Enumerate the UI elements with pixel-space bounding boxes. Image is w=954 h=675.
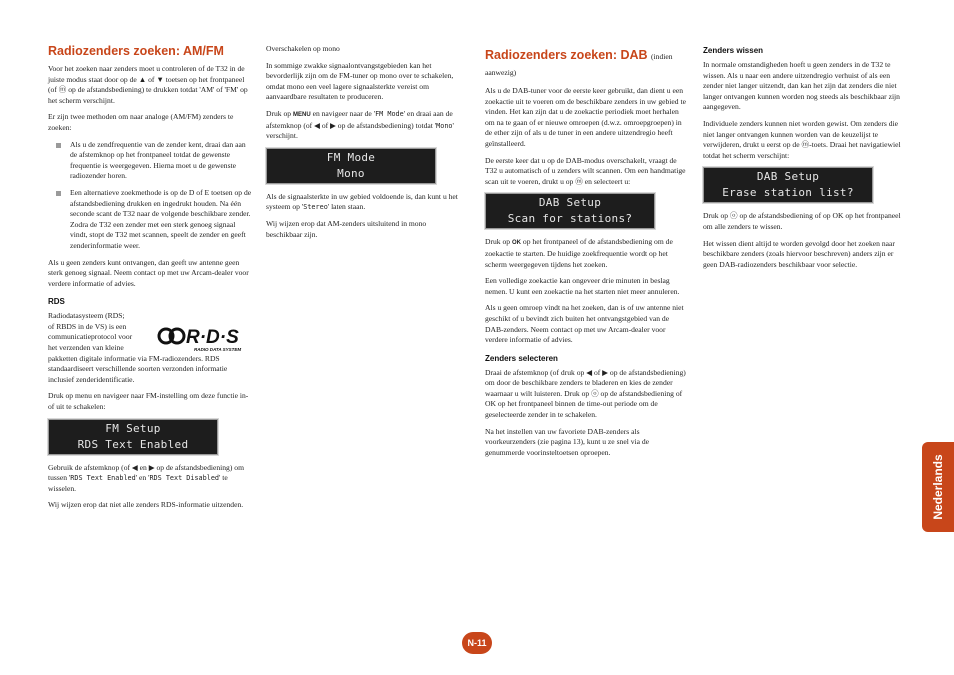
erase-paragraph: In normale omstandigheden hoeft u geen zenders in de T32 te wissen. Als u naar een andere uitzendregio verhuist of als een zender niet langer uitzendt, dan kan het zijn dat zenders die niet langer ontvangen kunnen worden nog steeds als beschikbaar zijn aangegeven. [703, 60, 900, 112]
dab-paragraph: Als u de DAB-tuner voor de eerste keer gebruikt, dan dient u een zoekactie uit te voeren om de beschikbare zenders in uw gebied te vinden. Het kan zijn dat u de zoekactie periodiek moet herhalen om na te gaan of er nieuwe omroepen (d.w.z. omroepgroepen) in de ether zijn of als u de tuner in een andere uitzendregio heeft geïnstalleerd. [485, 86, 686, 148]
title-note: (indien aanwezig) [485, 52, 673, 77]
lcd-line: DAB Setup [756, 170, 820, 184]
intro-paragraph: Voor het zoeken naar zenders moet u controleren of de T32 in de juiste modus staat door op de ▲ of ▼ toetsen op het frontpaneel (of ⓜ op de afstandsbediening) te drukken totdat 'AM' of 'FM' op het scherm verschijnt. [48, 64, 248, 105]
ok-key-label: OK [512, 240, 521, 247]
rds-line: of RBDS in de VS) is een [48, 321, 127, 331]
rds-line: het verzenden van kleine [48, 343, 124, 353]
page-number: N-11 [462, 632, 492, 654]
dab-paragraph [485, 237, 687, 270]
text-fragment: ' verschijnt. [266, 120, 454, 141]
lcd-line: RDS Text Enabled [77, 437, 189, 451]
text-fragment: Gebruik de afstemknop (of ◀ en ▶ op de afstandsbediening) om tussen ' [48, 462, 244, 483]
text-fragment: ' en draai aan de afstemknop (of ◀ of ▶ op de afstandsbediening) totdat ' [266, 108, 453, 130]
bullet-item: Als u de zendfrequentie van de zender kent, draai dan aan de afstemknop op het frontpaneel totdat de gewenste frequentie is weergegeven. Hierna moet u de gewenste radiozender horen. [48, 140, 252, 182]
mono-fragment: RDS Text Enabled [70, 474, 136, 483]
lcd-line: Scan for stations? [507, 212, 633, 226]
column-dab [485, 48, 687, 464]
erase-paragraph: Druk op ⓞ op de afstandsbediening of op OK op het frontpaneel om alle zenders te wissen. [703, 211, 901, 231]
am-mono-paragraph: Wij wijzen erop dat AM-zenders uitsluitend in mono beschikbaar zijn. [266, 218, 427, 239]
lcd-display-rds [48, 419, 218, 455]
language-tab [922, 442, 954, 532]
column-mono [266, 44, 462, 246]
text-fragment: Als de signaalsterkte in uw gebied voldoende is, dan kunt u het systeem op ' [266, 191, 458, 212]
dab-paragraph: Een volledige zoekactie kan ongeveer drie minuten in beslag nemen. U kunt een zoekactie na het starten niet meer annuleren. [485, 276, 680, 296]
lcd-line: FM Setup [105, 421, 161, 435]
lcd-display-dab-scan [485, 193, 655, 229]
rds-text-block [48, 311, 158, 353]
no-stations-paragraph: Als u geen zenders kunt ontvangen, dan geeft uw antenne geen sterk genoeg signaal. Neem contact op met uw Arcam-dealer voor verdere informatie of advies. [48, 257, 249, 288]
erase-paragraph: Individuele zenders kunnen niet worden gewist. Om zenders die niet langer ontvangen kunnen worden van de keuzelijst te verwijderen, drukt u eerst op de ⓜ-toets. Draai het navigatiewiel totdat het scherm verschijnt: [703, 118, 901, 160]
mono-fragment: FM Mode [375, 109, 404, 118]
rds-line: communicatieprotocol voor [48, 332, 133, 342]
text-fragment: op het frontpaneel of de afstandsbediening om de zoekactie te starten. De huidige zoekfrequentie wordt op het scherm weergegeven tijdens het zoeken. [485, 237, 673, 269]
bullet-item: Een alternatieve zoekmethode is op de D of E toetsen op de afstandsbediening drukken en ingedrukt houden. Na één seconde scant de T32 naar de volgende beschikbare zender. Zodra de T32 een zender met een sterk genoeg signaal vindt, stopt de T32 met scannen, speelt de zender en geeft zenderinformatie weer. [48, 188, 252, 252]
text-fragment: ' en ' [135, 473, 150, 483]
stereo-paragraph [266, 192, 462, 213]
dab-paragraph: Als u geen omroep vindt na het zoeken, dan is of uw antenne niet geschikt of u bevindt zich buiten het ontvangstgebied van de DAB-zenders. Neem contact op met uw Arcam-dealer voor verdere informatie of advies. [485, 303, 684, 345]
text-fragment: ' laten staan. [327, 202, 366, 212]
clear-heading: Zenders wissen [703, 46, 764, 55]
last-paragraph: Wij wijzen erop dat niet alle zenders RDS-informatie uitzenden. [48, 500, 244, 510]
use-knob-paragraph [48, 463, 252, 495]
methods-intro: Er zijn twee methoden om naar analoge (AM/FM) zenders te zoeken: [48, 112, 234, 132]
dab-paragraph: Draai de afstemknop (of druk op ◀ of ▶ op de afstandsbediening) om door de beschikbare zenders te bladeren en kies de zender waarnaar u wilt luisteren. Druk op ⓞ op de afstandsbediening of OK op het frontpaneel binnen de time-out periode om de geselecteerde zender in te schakelen. [485, 367, 686, 420]
language-tab-label: Nederlands [931, 454, 945, 520]
column-erase [703, 46, 901, 276]
mono-fragment: Stereo [303, 203, 328, 212]
rds-logo [156, 323, 251, 353]
dab-paragraph: Na het instellen van uw favoriete DAB-zenders als voorkeurzenders (zie pagina 13), kunt u ze snel via de genummerde voorinsteltoetsen oproepen. [485, 426, 650, 457]
mono-fragment: RDS Text Disabled [149, 474, 220, 483]
fm-mode-paragraph [266, 109, 462, 142]
lcd-line: Erase station list? [722, 186, 854, 200]
rds-line: Radiodatasysteem (RDS; [48, 311, 125, 321]
text-fragment: en navigeer naar de ' [310, 108, 376, 118]
lcd-line: Mono [337, 166, 365, 180]
menu-key-label: MENU [293, 111, 311, 118]
section-title-am-fm: Radiozenders zoeken: AM/FM [48, 44, 224, 58]
rds-heading: RDS [48, 297, 65, 307]
column-am-fm [48, 44, 252, 517]
rds-logo-subtext: RADIO DATA SYSTEM [194, 347, 242, 352]
mono-heading: Overschakelen op mono [266, 44, 340, 53]
mono-paragraph: In sommige zwakke signaalontvangstgebieden kan het bevorderlijk zijn om de FM-tuner op mono over te schakelen, omdat mono een veel lagere signaalsterkte vereist om aanvaardbare resultaten te produceren. [266, 60, 454, 102]
erase-paragraph: Het wissen dient altijd te worden gevolgd door het zoeken naar beschikbare zenders (zoals hiervoor beschreven) anders zijn er geen DAB-radiozenders beschikbaar voor selectie. [703, 238, 895, 269]
title-text: Radiozenders zoeken: DAB [485, 48, 648, 62]
text-fragment: ' te wisselen. [48, 473, 228, 493]
mono-fragment: Mono [436, 121, 453, 130]
text-fragment: Druk op [266, 108, 293, 118]
dab-paragraph: De eerste keer dat u op de DAB-modus overschakelt, vraagt de T32 u automatisch of u zenders wilt scannen. Om een handmatige scan uit te voeren, drukt u op ⓜ en selecteert u: [485, 155, 686, 186]
text-fragment: Druk op [485, 237, 512, 247]
rds-description: pakketten digitale informatie via FM-radiozenders. RDS standaardiseert verschillende soorten verzonden informatie inclusief zenderidentificatie. [48, 353, 228, 384]
lcd-display-erase [703, 167, 873, 203]
lcd-line: FM Mode [326, 150, 376, 164]
section-title-dab [485, 48, 687, 80]
lcd-line: DAB Setup [538, 196, 602, 210]
press-menu-paragraph: Druk op menu en navigeer naar FM-instelling om deze functie in- of uit te schakelen: [48, 391, 249, 412]
rds-logo-text: R·D·S [186, 327, 239, 348]
select-heading: Zenders selecteren [485, 353, 558, 363]
lcd-display-fm-mode [266, 148, 436, 184]
